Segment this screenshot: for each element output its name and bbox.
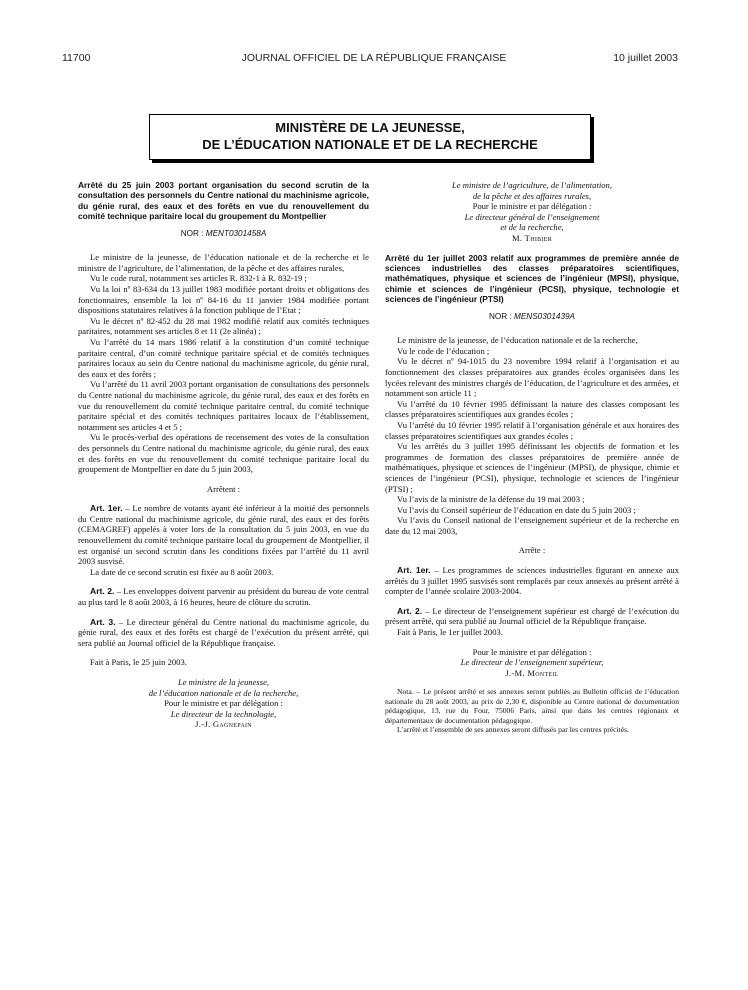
ministry-heading-box <box>149 114 591 160</box>
preamble-paragraph: Vu le code de l’éducation ; <box>397 345 490 356</box>
nor-code: MENT0301458A <box>205 228 267 238</box>
nor-reference-left <box>78 229 369 240</box>
signature-role: Le directeur de l’enseignement supérieur, <box>460 657 604 668</box>
preamble-paragraph: Vu le décret nº 82-452 du 28 mai 1982 modifié relatif aux comités techniques paritaires, notamment ses articles 8 et 11 (2e alinéa) ; <box>78 315 369 337</box>
preamble-paragraph: Vu le décret nº 94-1015 du 23 novembre 1994 relatif à l’organisation et au fonctionnement des classes préparatoires aux grandes écoles organisées dans les lycées relevant des ministres chargés de l’éducation, de l’agriculture et des armées, et notamment son article 11 ; <box>385 356 679 399</box>
nor-label: NOR : <box>180 228 204 238</box>
article-text: – Le nombre de votants ayant été inférieur à la moitié des personnels du Centre national du machinisme agricole, du génie rural, des eaux et des forêts (CEMAGREF) appelés à voter lors de la consultation du 5 juin 2003, en vue du renouvellement du comité technique paritaire local du groupement de Montpellier, il est organisé un second scrutin dans les conditions fixées par l’arrêté du 11 avril 2003 susvisé. <box>78 503 369 567</box>
signatory-name: J.-M. Monteil <box>505 667 559 678</box>
article-paragraph <box>78 586 369 607</box>
nota-paragraph: L’arrêté et l’ensemble de ses annexes seront diffusés par les centres précités. <box>397 725 629 735</box>
ministry-line-1: MINISTÈRE DE LA JEUNESSE, <box>275 120 465 135</box>
signature-delegation: Pour le ministre et par délégation : <box>472 201 592 212</box>
preamble-paragraph: Vu l’arrêté du 11 avril 2003 portant organisation de consultations des personnels du Centre national du machinisme agricole, du génie rural, des eaux et des forêts en vue du renouvellement du comité technique paritaire central, du comité technique paritaire spécial et des comités techniques paritaires locaux de l’établissement, notamment ses articles 4 et 5 ; <box>78 379 369 432</box>
article-text: – Les enveloppes doivent parvenir au président du bureau de vote central au plus tard le 8 août 2003, à 16 heures, heure de clôture du scrutin. <box>78 586 369 608</box>
left-column <box>78 180 369 730</box>
article-paragraph <box>78 567 369 578</box>
preamble-paragraph: Vu l’arrêté du 10 février 1995 relatif à l’organisation générale et aux horaires des classes préparatoires scientifiques aux grandes écoles ; <box>385 419 679 441</box>
nor-reference-right <box>385 312 679 323</box>
fait-a-paris: Fait à Paris, le 25 juin 2003. <box>90 657 187 668</box>
preamble-paragraph: Vu l’avis de la ministre de la défense du 19 mai 2003 ; <box>397 494 585 505</box>
preamble-paragraph: Vu le code rural, notamment ses articles R. 832-1 à R. 832-19 ; <box>90 273 307 284</box>
preamble-paragraph: Vu l’arrêté du 14 mars 1986 relatif à la constitution d’un comité technique paritaire central, d’un comité technique paritaire spécial et de comités techniques paritaires locaux au sein du Centre national du machinisme agricole, du génie rural, des eaux et des forêts ; <box>78 336 369 379</box>
right-column <box>385 180 679 734</box>
nota-paragraph: Nota. – Le présent arrêté et ses annexes seront publiés au Bulletin officiel de l’éducation nationale du 28 août 2003, au prix de 2,30 €, disponible au Centre national de documentation pédagogique, 13, rue du Four, 75006 Paris, ainsi que dans les centres régionaux et départementaux de documentation pédagogique. <box>385 687 679 725</box>
article-text: La date de ce second scrutin est fixée au 8 août 2003. <box>90 566 274 577</box>
signature-delegation: Pour le ministre et par délégation : <box>472 646 592 657</box>
signature-title: Le ministre de la jeunesse, <box>177 677 270 687</box>
page-number: 11700 <box>62 52 91 64</box>
article-paragraph <box>78 617 369 649</box>
preamble-paragraph: Vu la loi nº 83-634 du 13 juillet 1983 modifiée portant droits et obligations des fonctionnaires, ensemble la loi nº 84-16 du 11 janvier 1984 modifiée portant dispositions statutaires relatives à la fonction publique de l’Etat ; <box>78 284 369 316</box>
preamble-paragraph: Vu l’avis du Conseil supérieur de l’éducation en date du 5 juin 2003 ; <box>397 504 636 515</box>
arretent-heading: Arrêtent : <box>206 483 241 494</box>
signature-role: Le directeur général de l’enseignement <box>464 211 600 222</box>
preamble-paragraph: Le ministre de la jeunesse, de l’éducation nationale et de la recherche, <box>397 335 638 346</box>
article-label: Art. 3. <box>90 616 116 627</box>
article-label: Art. 1er. <box>90 503 123 514</box>
article-text: – Le directeur général du Centre national du machinisme agricole, du génie rural, des eaux et des forêts est chargé de l’exécution du présent arrêté, qui sera publié au Journal officiel de la République française. <box>78 616 369 648</box>
arrete-title-left: Arrêté du 25 juin 2003 portant organisation du second scrutin de la consultation des personnels du Centre national du machinisme agricole, du génie rural, des eaux et des forêts en vue du renouvellement du comité technique paritaire local du groupement du Montpellier <box>78 180 369 222</box>
signatory-name: J.-J. Gagnepain <box>195 719 252 730</box>
preamble-paragraph: Vu les arrêtés du 3 juillet 1995 définissant les objectifs de formation et les programmes de formation des classes préparatoires de première année de mathématiques, physique et sciences de l’ingénieur (MPSI), de physique, chimie et sciences de l’ingénieur (PCSI), physique, technologie et sciences de l’ingénieur (PTSI) ; <box>385 441 679 494</box>
signature-title: de la pêche et des affaires rurales, <box>472 190 592 201</box>
article-label: Art. 2. <box>90 586 115 597</box>
preamble-paragraph: Le ministre de la jeunesse, de l’éducation nationale et de la recherche et le ministre de l’agriculture, de l’alimentation, de la pêche et des affaires rurales, <box>78 252 369 273</box>
preamble-paragraph: Vu l’arrêté du 10 février 1995 définissant la nature des classes composant les classes préparatoires scientifiques aux grandes écoles ; <box>385 398 679 420</box>
arrete-title-right: Arrêté du 1er juillet 2003 relatif aux programmes de première année de sciences industrielles des classes préparatoires scientifiques, mathématiques, physique et sciences de l’ingénieur (MPSI), physique, chimie et sciences de l’ingénieur (PCSI), physique, technologie et sciences de l’ingénieur (PTSI) <box>385 252 679 305</box>
article-paragraph <box>78 503 369 567</box>
signature-title: de l’éducation nationale et de la recherche, <box>148 687 299 698</box>
preamble-paragraph: Vu le procès-verbal des opérations de recensement des votes de la consultation des personnels du Centre national du machinisme agricole, du génie rural, des eaux et des forêts en vue du renouvellement du comité technique paritaire local du groupement de Montpellier en date du 5 juin 2003, <box>78 432 369 475</box>
article-label: Art. 2. <box>397 605 423 616</box>
signature-role: Le directeur de la technologie, <box>170 708 277 719</box>
journal-title: JOURNAL OFFICIEL DE LA RÉPUBLIQUE FRANÇAISE <box>241 52 507 64</box>
ministry-line-2: DE L’ÉDUCATION NATIONALE ET DE LA RECHERCHE <box>202 137 538 152</box>
article-text: – Les programmes de sciences industrielles figurant en annexe aux arrêtés du 3 juillet 1995 susvisés sont remplacés par ceux annexés au présent arrêté à compter de l’année scolaire 2003-2004. <box>385 565 679 597</box>
nor-code: MENS0301439A <box>514 311 576 321</box>
article-label: Art. 1er. <box>397 565 431 576</box>
signatory-name: M. Thibier <box>511 232 553 243</box>
preamble-paragraph: Vu l’avis du Conseil national de l’enseignement supérieur et de la recherche en date du 12 mai 2003, <box>385 515 679 536</box>
nor-label: NOR : <box>488 311 512 321</box>
signature-role: et de la recherche, <box>500 222 564 233</box>
article-paragraph <box>385 606 679 627</box>
signature-title: Le ministre de l’agriculture, de l’alimentation, <box>452 180 612 190</box>
arrete-heading: Arrête : <box>518 545 546 556</box>
fait-a-paris: Fait à Paris, le 1er juillet 2003. <box>397 627 503 638</box>
article-paragraph <box>385 565 679 597</box>
article-text: – Le directeur de l’enseignement supérieur est chargé de l’exécution du présent arrêté, qui sera publié au Journal officiel de la République française. <box>385 605 680 627</box>
signature-delegation: Pour le ministre et par délégation : <box>164 698 283 709</box>
issue-date: 10 juillet 2003 <box>613 52 678 64</box>
